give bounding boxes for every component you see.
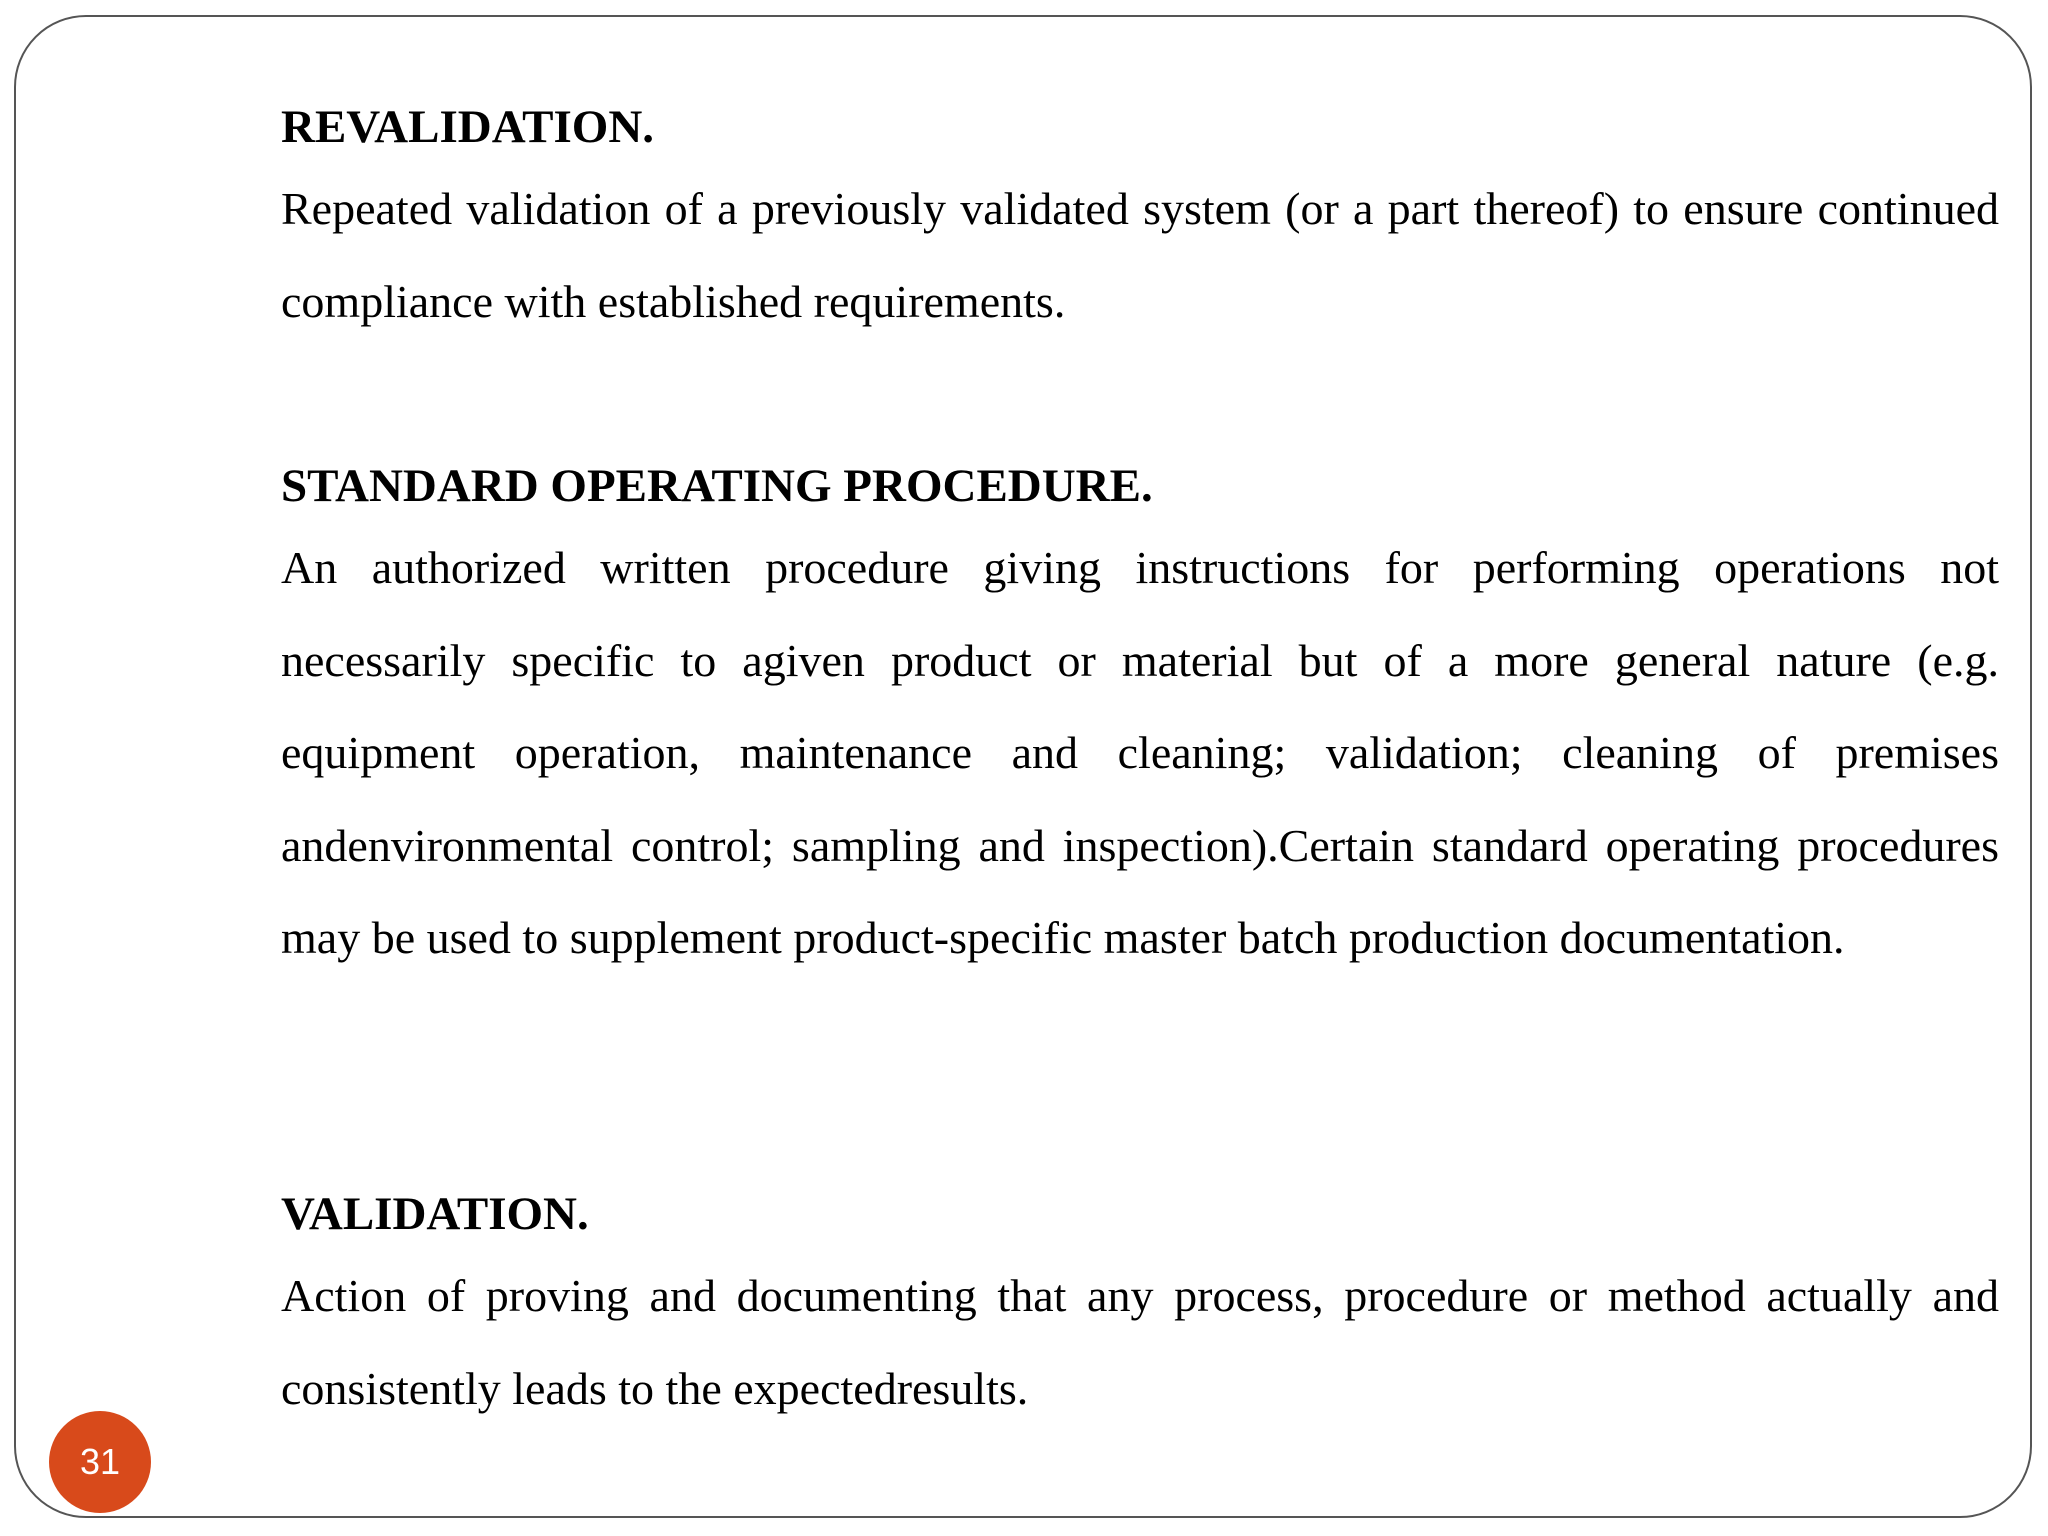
section-revalidation (281, 91, 1999, 348)
section-body: An authorized written procedure giving instructions for performing operations not necessarily specific to agiven product or material but of a more general nature (e.g. equipment operation, maintenance and cleaning; validation; cleaning of premises andenvironmental control; sampling and inspection).Certain standard operating procedures may be used to supplement product-specific master batch production documentation. (281, 542, 1999, 963)
section-heading: VALIDATION. (281, 1188, 589, 1240)
section-heading: REVALIDATION. (281, 101, 655, 153)
section-heading: STANDARD OPERATING PROCEDURE. (281, 460, 1153, 512)
slide-frame (14, 15, 2032, 1518)
section-body: Action of proving and documenting that any process, procedure or method actually and consistently leads to the expectedresults. (281, 1270, 1999, 1414)
section-standard-operating-procedure (281, 450, 1999, 985)
section-validation (281, 1178, 1999, 1435)
page-number-badge (49, 1411, 151, 1513)
section-body: Repeated validation of a previously validated system (or a part thereof) to ensure continued compliance with established requirements. (281, 183, 1999, 327)
page-number: 31 (79, 1441, 121, 1482)
